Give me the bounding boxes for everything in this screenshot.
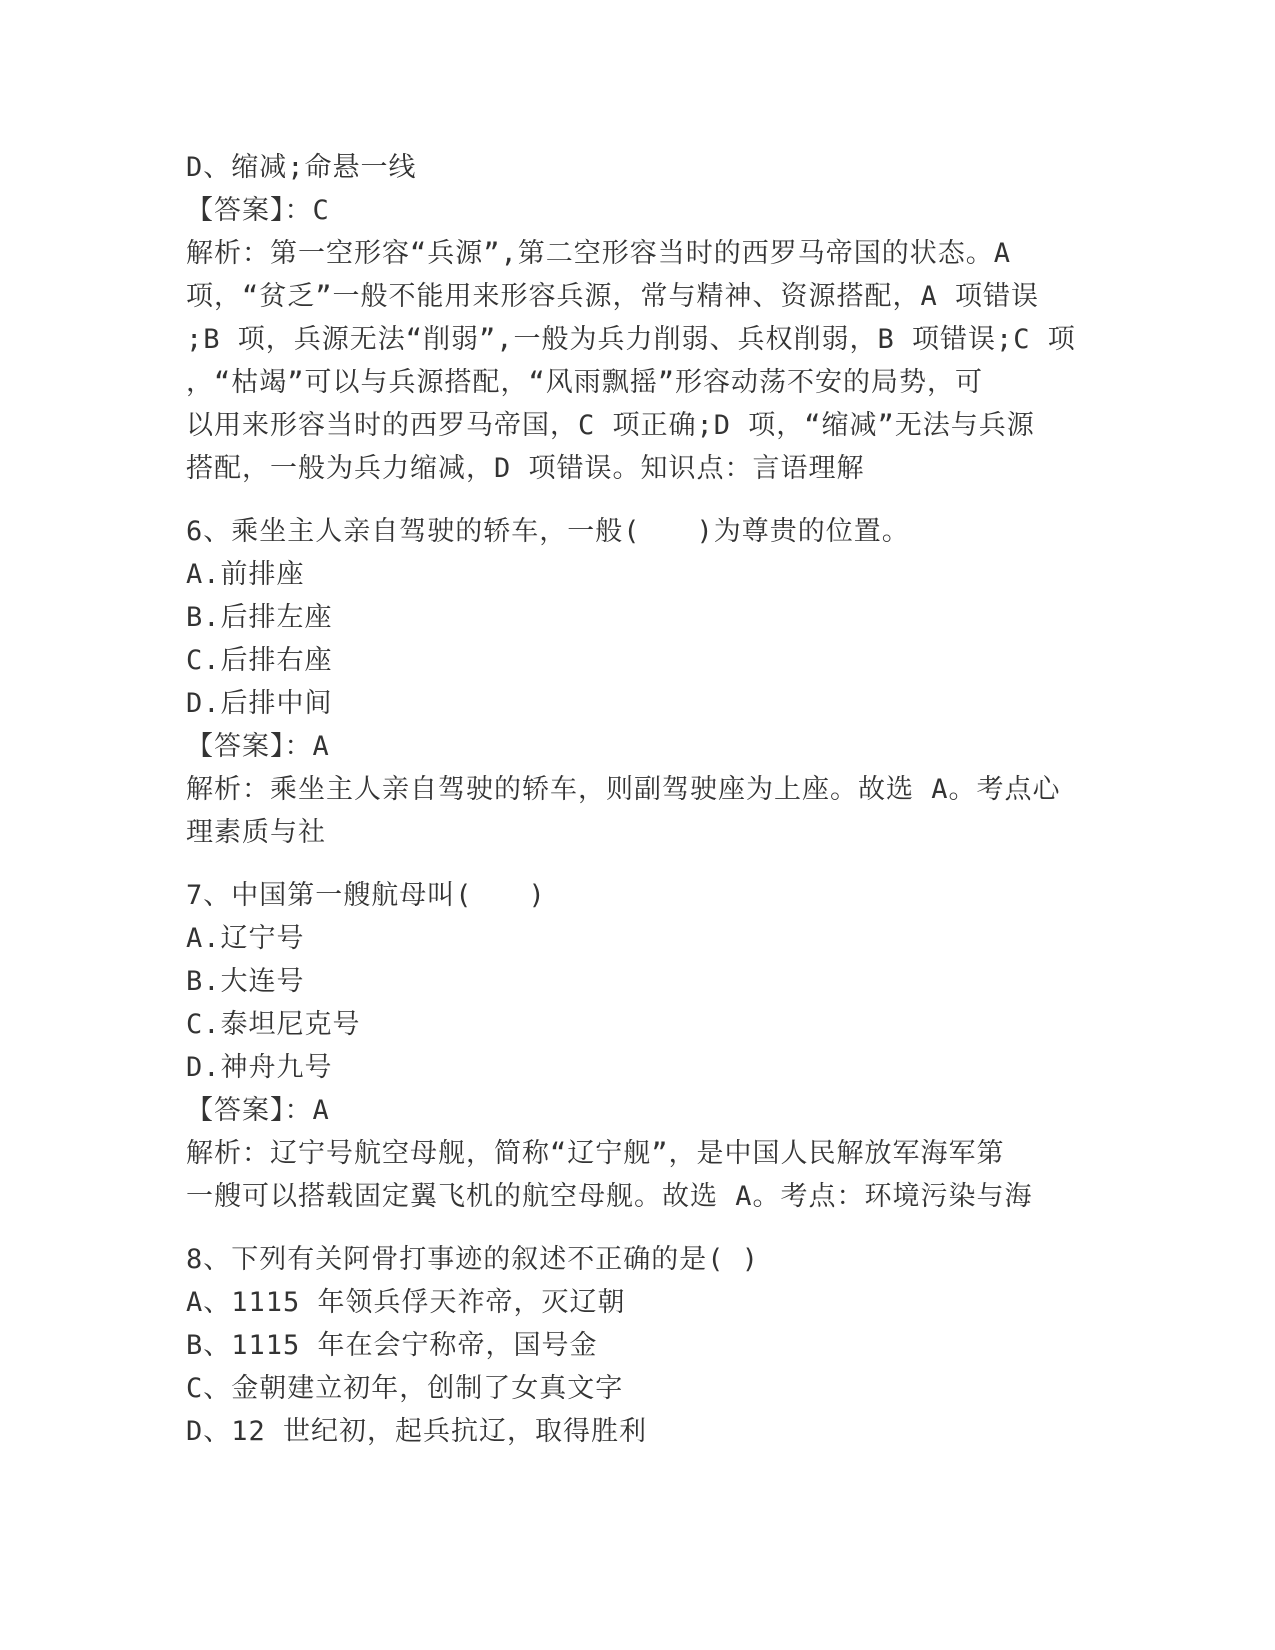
- option-b: B.后排左座: [186, 602, 333, 633]
- question-5-tail: [186, 146, 1076, 490]
- question-7: [186, 874, 1076, 1218]
- analysis-line: 解析：乘坐主人亲自驾驶的轿车，则副驾驶座为上座。故选 A。考点心: [186, 774, 1061, 805]
- analysis-line: 一艘可以搭载固定翼飞机的航空母舰。故选 A。考点：环境污染与海: [186, 1181, 1033, 1212]
- analysis-line: 搭配，一般为兵力缩减，D 项错误。知识点：言语理解: [186, 453, 865, 484]
- spacer: [186, 1218, 1076, 1238]
- analysis-line: 解析：辽宁号航空母舰，简称“辽宁舰”，是中国人民解放军海军第: [186, 1138, 1005, 1169]
- option-b: B.大连号: [186, 966, 305, 997]
- document-page: [186, 146, 1076, 1453]
- option-a: A.前排座: [186, 559, 305, 590]
- analysis-line: 以用来形容当时的西罗马帝国，C 项正确;D 项，“缩减”无法与兵源: [186, 410, 1035, 441]
- spacer: [186, 854, 1076, 874]
- option-c: C、金朝建立初年，创制了女真文字: [186, 1373, 624, 1404]
- option-d: D、缩减;命悬一线: [186, 152, 417, 183]
- answer-line: 【答案】：A: [186, 1095, 330, 1126]
- option-b: B、1115 年在会宁称帝，国号金: [186, 1330, 598, 1361]
- analysis-line: ;B 项，兵源无法“削弱”,一般为兵力削弱、兵权削弱，B 项错误;C 项: [186, 324, 1076, 355]
- option-d: D.后排中间: [186, 688, 333, 719]
- analysis-line: 项，“贫乏”一般不能用来形容兵源，常与精神、资源搭配，A 项错误: [186, 281, 1040, 312]
- answer-line: 【答案】：C: [186, 195, 330, 226]
- question-6: [186, 510, 1076, 854]
- option-c: C.后排右座: [186, 645, 333, 676]
- option-a: A、1115 年领兵俘天祚帝，灭辽朝: [186, 1287, 626, 1318]
- question-text: 7、中国第一艘航母叫( ): [186, 880, 546, 911]
- spacer: [186, 490, 1076, 510]
- option-c: C.泰坦尼克号: [186, 1009, 361, 1040]
- option-a: A.辽宁号: [186, 923, 305, 954]
- question-text: 8、下列有关阿骨打事迹的叙述不正确的是( ): [186, 1244, 760, 1275]
- answer-line: 【答案】：A: [186, 731, 330, 762]
- option-d: D、12 世纪初，起兵抗辽，取得胜利: [186, 1416, 648, 1447]
- analysis-line: ，“枯竭”可以与兵源搭配，“风雨飘摇”形容动荡不安的局势，可: [186, 367, 984, 398]
- question-text: 6、乘坐主人亲自驾驶的轿车，一般( )为尊贵的位置。: [186, 516, 910, 547]
- analysis-line: 解析：第一空形容“兵源”,第二空形容当时的西罗马帝国的状态。A: [186, 238, 1012, 269]
- option-d: D.神舟九号: [186, 1052, 333, 1083]
- analysis-line: 理素质与社: [186, 817, 326, 848]
- question-8: [186, 1238, 1076, 1453]
